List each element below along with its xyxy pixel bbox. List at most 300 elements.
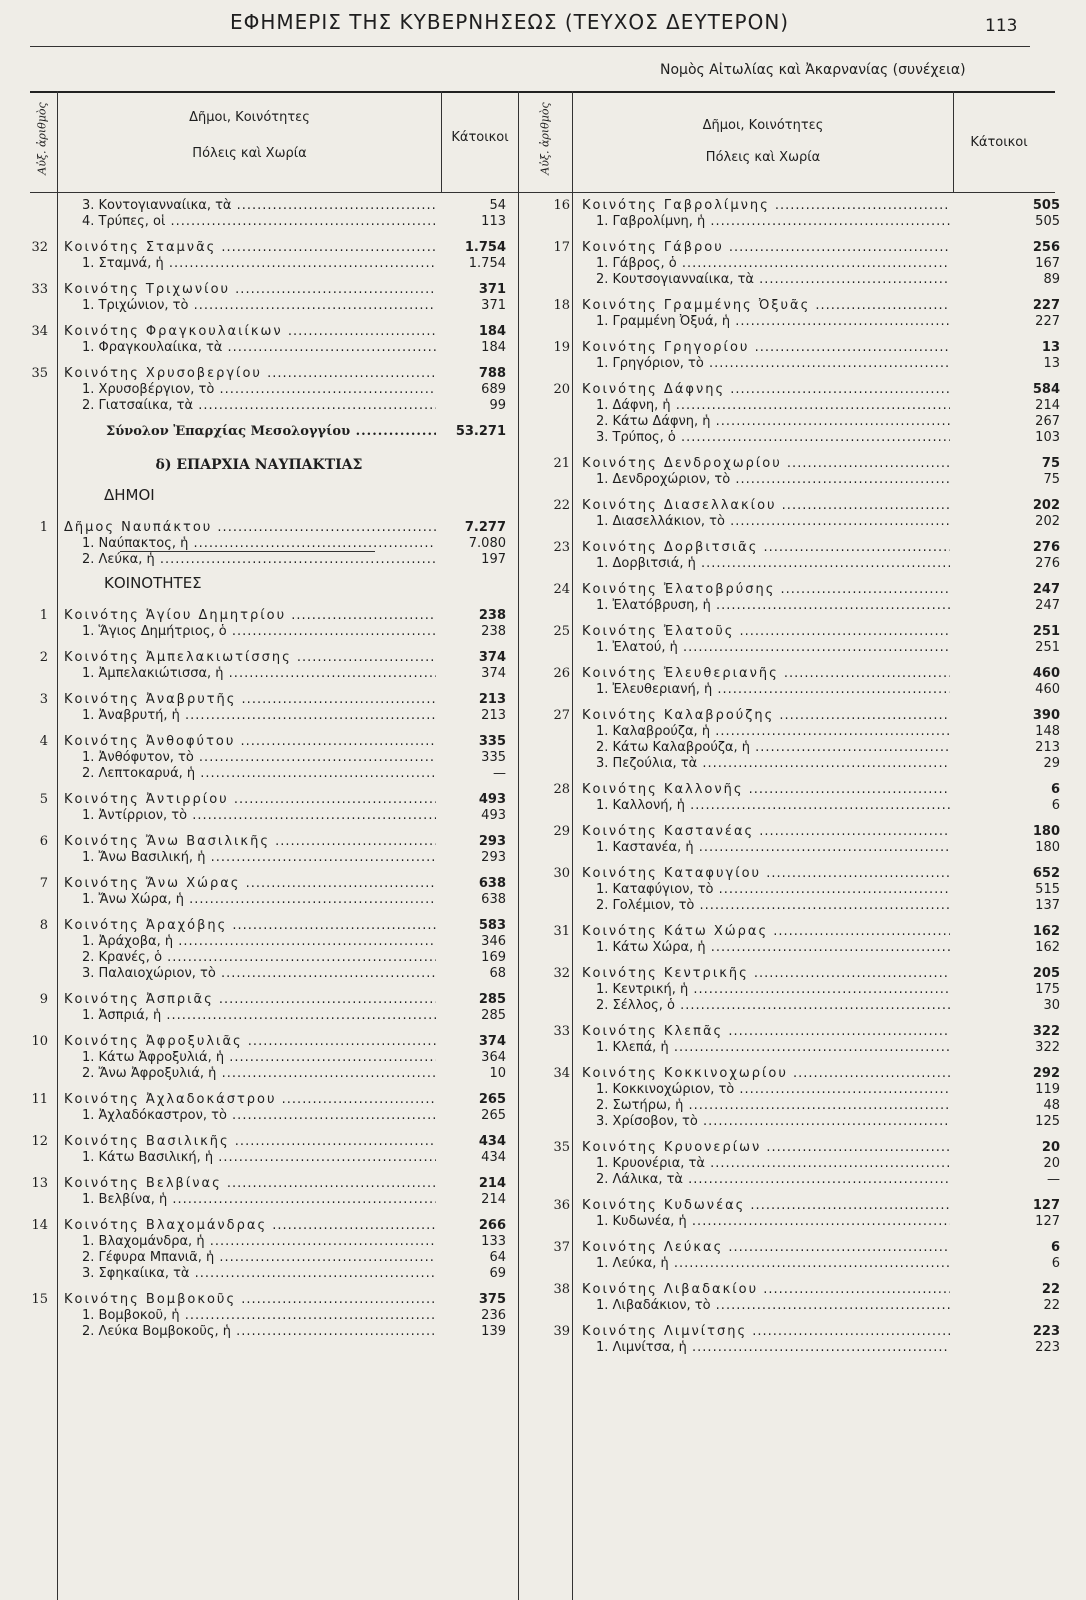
row-name: 2. Λάλικα, τὰ ..... [596, 1172, 950, 1188]
community-row [0, 918, 518, 934]
row-population: 238 [481, 624, 506, 639]
row-population: 6 [1050, 1240, 1060, 1255]
row-gap [0, 598, 518, 608]
settlement-row [518, 724, 1086, 740]
row-number: 8 [39, 918, 48, 933]
settlement-row [518, 514, 1086, 530]
community-row [0, 324, 518, 340]
row-number: 4 [39, 734, 48, 749]
row-population: 68 [489, 966, 506, 981]
row-name: Κοινότης Βασιλικῆς ..... [64, 1134, 436, 1150]
settlement-row [0, 536, 518, 552]
total-row [0, 424, 518, 440]
row-name: Κοινότης Ἀναβρυτῆς ..... [64, 692, 436, 708]
row-population: 54 [489, 198, 506, 213]
row-population: 133 [481, 1234, 506, 1249]
row-population: 322 [1032, 1024, 1060, 1039]
row-name: 1. Κλεπά, ἡ ..... [596, 1040, 950, 1056]
row-population: 247 [1032, 582, 1060, 597]
row-name: 1. Ἐλατού, ἡ ..... [596, 640, 950, 656]
row-population: 184 [478, 324, 506, 339]
row-name: 1. Γαβρολίμνη, ἡ ..... [596, 214, 950, 230]
settlement-row [518, 1082, 1086, 1098]
right-header-name-line1: Δῆμοι, Κοινότητες [702, 118, 824, 133]
group-label: ΔΗΜΟΙ [104, 486, 155, 504]
row-gap [518, 698, 1086, 708]
row-population: 180 [1032, 824, 1060, 839]
row-number: 32 [31, 240, 48, 255]
settlement-row [518, 982, 1086, 998]
left-header-population: Κάτοικοι [451, 130, 509, 145]
community-row [518, 1024, 1086, 1040]
row-population: 346 [481, 934, 506, 949]
settlement-row [0, 766, 518, 782]
row-number: 17 [553, 240, 570, 255]
community-row [518, 1324, 1086, 1340]
right-header-number-label: Αὐξ. ἀριθμὸς [538, 102, 552, 175]
row-name: 1. Ἄνω Βασιλική, ἡ ..... [82, 850, 436, 866]
row-number: 23 [553, 540, 570, 555]
section-heading: δ) ΕΠΑΡΧΙΑ ΝΑΥΠΑΚΤΙΑΣ [155, 457, 363, 473]
row-name: Κοινότης Κυδωνέας ..... [582, 1198, 950, 1214]
row-number: 26 [553, 666, 570, 681]
community-row [0, 992, 518, 1008]
row-number: 36 [553, 1198, 570, 1213]
row-name: Κοινότης Κρυονερίων ..... [582, 1140, 950, 1156]
row-name: Κοινότης Ἀχλαδοκάστρου ..... [64, 1092, 436, 1108]
row-population: 119 [1035, 1082, 1060, 1097]
row-population: 285 [481, 1008, 506, 1023]
row-name: 2. Κουτσογιανναίικα, τὰ ..... [596, 272, 950, 288]
row-name: Κοινότης Κλεπᾶς ..... [582, 1024, 950, 1040]
row-name: 2. Κάτω Καλαβρούζα, ἡ ..... [596, 740, 950, 756]
row-name: 1. Κοκκινοχώριον, τὸ ..... [596, 1082, 950, 1098]
row-population: 652 [1032, 866, 1060, 881]
row-gap [0, 356, 518, 366]
row-number: 3 [39, 692, 48, 707]
row-name: 1. Ἀσπριά, ἡ ..... [82, 1008, 436, 1024]
row-name: 3. Σφηκαίικα, τὰ ..... [82, 1266, 436, 1282]
row-name: Κοινότης Τριχωνίου ..... [64, 282, 436, 298]
page-subtitle: Νομὸς Αἰτωλίας καὶ Ἀκαρνανίας (συνέχεια) [660, 62, 966, 78]
right-header-name-line2: Πόλεις καὶ Χωρία [705, 150, 821, 165]
row-gap [0, 230, 518, 240]
row-number: 21 [553, 456, 570, 471]
settlement-row [518, 356, 1086, 372]
row-population: 251 [1035, 640, 1060, 655]
settlement-row [0, 1308, 518, 1324]
row-name: 1. Ναύπακτος, ἡ ..... [82, 536, 436, 552]
settlement-row [0, 214, 518, 230]
row-name: 1. Τριχώνιον, τὸ ..... [82, 298, 436, 314]
settlement-row [0, 666, 518, 682]
row-population: 113 [481, 214, 506, 229]
row-population: 75 [1043, 472, 1060, 487]
settlement-row [0, 340, 518, 356]
row-number: 28 [553, 782, 570, 797]
settlement-row [518, 1114, 1086, 1130]
community-row [0, 1218, 518, 1234]
row-population: 13 [1041, 340, 1060, 355]
row-name: Κοινότης Ἀσπριᾶς ..... [64, 992, 436, 1008]
row-name: Κοινότης Ἀμπελακιωτίσσης ..... [64, 650, 436, 666]
settlement-row [518, 840, 1086, 856]
row-name: 1. Ἐλατόβρυση, ἡ ..... [596, 598, 950, 614]
row-gap [0, 314, 518, 324]
settlement-row [518, 940, 1086, 956]
row-name: Κοινότης Γραμμένης Ὀξυᾶς ..... [582, 298, 950, 314]
row-gap [518, 814, 1086, 824]
row-population: 374 [478, 1034, 506, 1049]
row-population: 89 [1043, 272, 1060, 287]
row-gap [0, 1082, 518, 1092]
row-name: Κοινότης Γρηγορίου ..... [582, 340, 950, 356]
row-population: 265 [478, 1092, 506, 1107]
settlement-row [518, 598, 1086, 614]
left-header-number-label: Αὐξ. ἀριθμὸς [35, 102, 49, 175]
row-number: 39 [553, 1324, 570, 1339]
row-population: 53.271 [455, 424, 506, 439]
row-gap [0, 908, 518, 918]
row-gap [518, 1014, 1086, 1024]
row-name: Κοινότης Βελβίνας ..... [64, 1176, 436, 1192]
settlement-row [518, 682, 1086, 698]
row-number: 33 [553, 1024, 570, 1039]
row-name: Κοινότης Ἀνθοφύτου ..... [64, 734, 436, 750]
row-population: 214 [1035, 398, 1060, 413]
row-name: 1. Γραμμένη Ὀξυά, ἡ ..... [596, 314, 950, 330]
row-number: 10 [31, 1034, 48, 1049]
row-gap [0, 982, 518, 992]
settlement-row [0, 892, 518, 908]
settlement-row [518, 1214, 1086, 1230]
row-name: Κοινότης Ἐλατοβρύσης ..... [582, 582, 950, 598]
row-name: Σύνολον Ἐπαρχίας Μεσολογγίου ..... [106, 424, 436, 440]
row-name: Κοινότης Διασελλακίου ..... [582, 498, 950, 514]
settlement-row [0, 1192, 518, 1208]
row-name: Κοινότης Ἀντιρρίου ..... [64, 792, 436, 808]
settlement-row [0, 1324, 518, 1340]
row-name: 1. Βλαχομάνδρα, ἡ ..... [82, 1234, 436, 1250]
row-population: 505 [1035, 214, 1060, 229]
row-population: 515 [1035, 882, 1060, 897]
row-name: 1. Διασελλάκιον, τὸ ..... [596, 514, 950, 530]
row-population: 175 [1035, 982, 1060, 997]
row-population: 125 [1035, 1114, 1060, 1129]
row-population: 256 [1032, 240, 1060, 255]
row-population: 7.080 [468, 536, 506, 551]
row-name: 1. Φραγκουλαίικα, τὰ ..... [82, 340, 436, 356]
row-name: Κοινότης Ἐλευθεριανῆς ..... [582, 666, 950, 682]
row-population: 213 [481, 708, 506, 723]
community-row [0, 1292, 518, 1308]
row-population: 137 [1035, 898, 1060, 913]
community-row [518, 382, 1086, 398]
row-gap [518, 288, 1086, 298]
row-number: 35 [553, 1140, 570, 1155]
community-row [518, 540, 1086, 556]
row-population: 7.277 [464, 520, 506, 535]
row-number: 9 [39, 992, 48, 1007]
row-gap [518, 1314, 1086, 1324]
row-number: 31 [553, 924, 570, 939]
settlement-row [518, 1298, 1086, 1314]
settlement-row [0, 750, 518, 766]
settlement-row [0, 1066, 518, 1082]
row-name: 4. Τρύπες, οἱ ..... [82, 214, 436, 230]
settlement-row [518, 882, 1086, 898]
row-name: Κοινότης Φραγκουλαιίκων ..... [64, 324, 436, 340]
row-number: 37 [553, 1240, 570, 1255]
row-name: 2. Λεπτοκαρυά, ἡ ..... [82, 766, 436, 782]
row-name: 1. Κεντρική, ἡ ..... [596, 982, 950, 998]
row-name: Κοινότης Ἄνω Χώρας ..... [64, 876, 436, 892]
row-gap [518, 488, 1086, 498]
settlement-row [0, 1250, 518, 1266]
community-row [0, 1134, 518, 1150]
row-population: 583 [478, 918, 506, 933]
row-name: Κοινότης Καλαβρούζης ..... [582, 708, 950, 724]
row-name: 3. Πεζούλια, τὰ ..... [596, 756, 950, 772]
row-name: 1. Ἀνθόφυτον, τὸ ..... [82, 750, 436, 766]
row-name: Δῆμος Ναυπάκτου ..... [64, 520, 436, 536]
row-gap [0, 440, 518, 450]
row-population: 223 [1035, 1340, 1060, 1355]
row-population: 30 [1043, 998, 1060, 1013]
row-name: Κοινότης Λιβαδακίου ..... [582, 1282, 950, 1298]
row-gap [518, 956, 1086, 966]
row-name: 3. Τρύπος, ὁ ..... [596, 430, 950, 446]
row-number: 25 [553, 624, 570, 639]
row-name: 3. Χρίσοβον, τὸ ..... [596, 1114, 950, 1130]
row-population: 236 [481, 1308, 506, 1323]
community-row [518, 666, 1086, 682]
settlement-row [518, 1172, 1086, 1188]
row-population: 10 [489, 1066, 506, 1081]
community-row [518, 198, 1086, 214]
settlement-row [0, 1008, 518, 1024]
community-row [518, 924, 1086, 940]
community-row [518, 966, 1086, 982]
row-name: Κοινότης Βλαχομάνδρας ..... [64, 1218, 436, 1234]
row-number: 35 [31, 366, 48, 381]
row-gap [518, 1130, 1086, 1140]
row-population: 460 [1032, 666, 1060, 681]
row-name: Κοινότης Σταμνᾶς ..... [64, 240, 436, 256]
row-population: 434 [481, 1150, 506, 1165]
row-number: 5 [39, 792, 48, 807]
row-number: 22 [553, 498, 570, 513]
row-name: Κοινότης Δάφνης ..... [582, 382, 950, 398]
community-row [518, 1282, 1086, 1298]
row-number: 16 [553, 198, 570, 213]
community-row [518, 824, 1086, 840]
row-name: 1. Δενδροχώριον, τὸ ..... [596, 472, 950, 488]
row-population: 638 [478, 876, 506, 891]
row-name: Κοινότης Ἀραχόβης ..... [64, 918, 436, 934]
row-number: 1 [39, 520, 48, 535]
community-row [518, 782, 1086, 798]
row-population: 202 [1032, 498, 1060, 513]
row-name: 1. Κυδωνέα, ἡ ..... [596, 1214, 950, 1230]
row-population: 29 [1043, 756, 1060, 771]
row-name: Κοινότης Βομβοκοῦς ..... [64, 1292, 436, 1308]
row-name: 1. Καστανέα, ἡ ..... [596, 840, 950, 856]
row-population: 371 [481, 298, 506, 313]
row-population: 460 [1035, 682, 1060, 697]
row-name: 3. Κοντογιανναίικα, τὰ ..... [82, 198, 436, 214]
row-population: 788 [478, 366, 506, 381]
community-row [0, 1034, 518, 1050]
row-population: 213 [478, 692, 506, 707]
settlement-row [0, 1108, 518, 1124]
row-population: 139 [481, 1324, 506, 1339]
group-label: ΚΟΙΝΟΤΗΤΕΣ [104, 574, 202, 592]
row-population: 213 [1035, 740, 1060, 755]
row-gap [518, 656, 1086, 666]
community-row [518, 456, 1086, 472]
row-number: 20 [553, 382, 570, 397]
row-name: 1. Βελβίνα, ἡ ..... [82, 1192, 436, 1208]
row-name: Κοινότης Δενδροχωρίου ..... [582, 456, 950, 472]
row-name: 2. Γιατσαίικα, τὰ ..... [82, 398, 436, 414]
row-name: 2. Λεύκα, ἡ ..... [82, 552, 436, 568]
row-population: 371 [478, 282, 506, 297]
row-name: 1. Ἀράχοβα, ἡ ..... [82, 934, 436, 950]
community-row [518, 498, 1086, 514]
row-gap [518, 530, 1086, 540]
row-number: 13 [31, 1176, 48, 1191]
row-number: 34 [553, 1066, 570, 1081]
row-number: 32 [553, 966, 570, 981]
row-number: 27 [553, 708, 570, 723]
settlement-row [0, 382, 518, 398]
row-population: 162 [1035, 940, 1060, 955]
row-population: 64 [489, 1250, 506, 1265]
row-name: 1. Λεύκα, ἡ ..... [596, 1256, 950, 1272]
row-population: 267 [1035, 414, 1060, 429]
settlement-row [0, 298, 518, 314]
row-gap [518, 1188, 1086, 1198]
row-gap [0, 272, 518, 282]
row-gap [518, 1272, 1086, 1282]
row-number: 2 [39, 650, 48, 665]
row-name: Κοινότης Γάβρου ..... [582, 240, 950, 256]
row-name: 1. Ἀναβρυτή, ἡ ..... [82, 708, 436, 724]
row-name: Κοινότης Χρυσοβεργίου ..... [64, 366, 436, 382]
row-population: 148 [1035, 724, 1060, 739]
row-population: 22 [1043, 1298, 1060, 1313]
settlement-row [518, 414, 1086, 430]
community-row [0, 366, 518, 382]
left-header-name-line1: Δῆμοι, Κοινότητες [189, 110, 310, 125]
row-gap [0, 1282, 518, 1292]
row-number: 19 [553, 340, 570, 355]
settlement-row [0, 1150, 518, 1166]
row-population: 103 [1035, 430, 1060, 445]
row-gap [0, 824, 518, 834]
row-name: Κοινότης Ἁγίου Δημητρίου ..... [64, 608, 436, 624]
row-population: 214 [478, 1176, 506, 1191]
settlement-row [0, 1266, 518, 1282]
left-column [0, 198, 518, 1340]
row-population: 20 [1041, 1140, 1060, 1155]
row-gap [0, 1024, 518, 1034]
row-number: 11 [31, 1092, 48, 1107]
row-name: 2. Ἄνω Ἀφροξυλιά, ἡ ..... [82, 1066, 436, 1082]
row-population: 689 [481, 382, 506, 397]
row-population: 6 [1051, 1256, 1060, 1271]
row-number: 38 [553, 1282, 570, 1297]
row-population: 238 [478, 608, 506, 623]
row-population: 293 [481, 850, 506, 865]
community-row [0, 520, 518, 536]
row-population: 184 [481, 340, 506, 355]
row-name: 1. Σταμνά, ἡ ..... [82, 256, 436, 272]
document-header-title: ΕΦΗΜΕΡΙΣ ΤΗΣ ΚΥΒΕΡΝΗΣΕΩΣ (ΤΕΥΧΟΣ ΔΕΥΤΕΡΟΝ) [230, 10, 790, 34]
row-population: 6 [1051, 798, 1060, 813]
row-number: 18 [553, 298, 570, 313]
row-name: 1. Ἅγιος Δημήτριος, ὁ ..... [82, 624, 436, 640]
row-name: Κοινότης Καλλονῆς ..... [582, 782, 950, 798]
row-name: 1. Γρηγόριον, τὸ ..... [596, 356, 950, 372]
settlement-row [518, 898, 1086, 914]
row-population: 223 [1032, 1324, 1060, 1339]
row-name: 1. Γάβρος, ὁ ..... [596, 256, 950, 272]
community-row [518, 866, 1086, 882]
row-population: 584 [1032, 382, 1060, 397]
table-header-rule [30, 192, 1055, 193]
row-population: 99 [489, 398, 506, 413]
settlement-row [518, 398, 1086, 414]
row-name: 1. Ἀμπελακιώτισσα, ἡ ..... [82, 666, 436, 682]
page-number: 113 [985, 16, 1018, 36]
community-row [0, 834, 518, 850]
row-population: 202 [1035, 514, 1060, 529]
community-row [518, 1198, 1086, 1214]
row-population: 335 [478, 734, 506, 749]
row-gap [0, 782, 518, 792]
row-number: 6 [39, 834, 48, 849]
row-name: 1. Λιμνίτσα, ἡ ..... [596, 1340, 950, 1356]
row-population: 167 [1035, 256, 1060, 271]
row-population: — [493, 766, 506, 781]
row-name: 2. Σωτήρω, ἡ ..... [596, 1098, 950, 1114]
row-name: 1. Ἀντίρριον, τὸ ..... [82, 808, 436, 824]
row-population: — [1047, 1172, 1060, 1187]
row-name: 1. Κάτω Βασιλική, ἡ ..... [82, 1150, 436, 1166]
settlement-row [518, 430, 1086, 446]
settlement-row [0, 966, 518, 982]
settlement-row [0, 552, 518, 568]
settlement-row [0, 1234, 518, 1250]
row-name: 1. Καλλονή, ἡ ..... [596, 798, 950, 814]
row-population: 276 [1035, 556, 1060, 571]
row-gap [518, 572, 1086, 582]
row-name: Κοινότης Κοκκινοχωρίου ..... [582, 1066, 950, 1082]
row-population: 293 [478, 834, 506, 849]
row-name: 2. Γέφυρα Μπανιᾶ, ἡ ..... [82, 1250, 436, 1266]
row-name: 1. Ἄνω Χώρα, ἡ ..... [82, 892, 436, 908]
row-gap [0, 414, 518, 424]
settlement-row [518, 998, 1086, 1014]
community-row [518, 1066, 1086, 1082]
settlement-row [518, 756, 1086, 772]
row-name: Κοινότης Καστανέας ..... [582, 824, 950, 840]
row-gap [518, 1056, 1086, 1066]
row-population: 493 [478, 792, 506, 807]
row-name: 1. Ἀχλαδόκαστρον, τὸ ..... [82, 1108, 436, 1124]
